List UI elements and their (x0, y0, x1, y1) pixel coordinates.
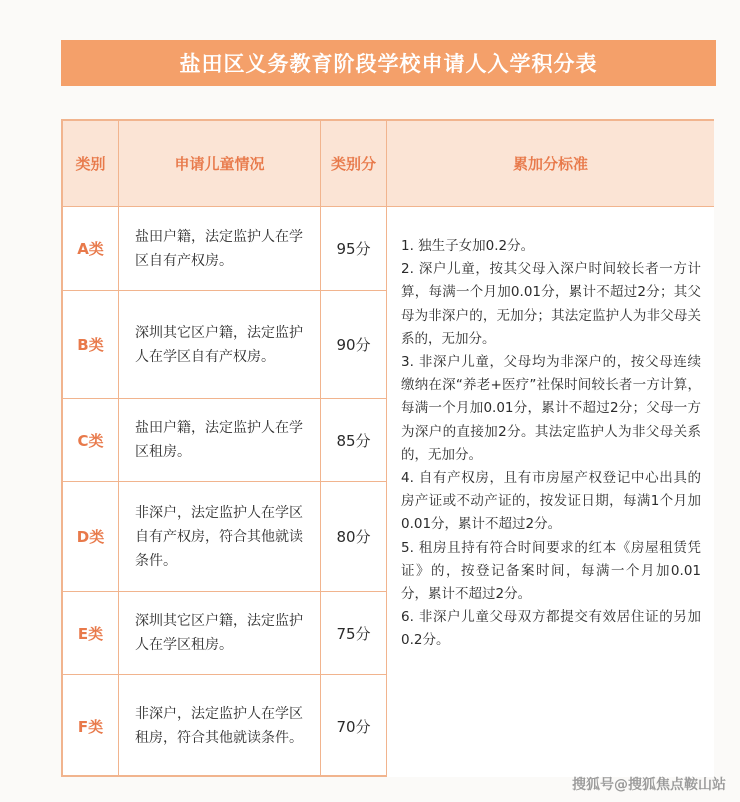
score-table (61, 119, 714, 777)
rule-item: 3. 非深户儿童，父母均为非深户的，按父母连续缴纳在深“养老+医疗”社保时间较长者一方计算，每满一个月加0.01分，累计不超过2分；父母一方为深户的直接加2分。其法定监护人为非父母关系的，无加分。 (401, 354, 701, 463)
header-category: 类别 (63, 121, 119, 207)
header-condition: 申请儿童情况 (119, 121, 321, 207)
row-c-condition: 盐田户籍，法定监护人在学区租房。 (119, 399, 321, 482)
header-score: 类别分 (321, 121, 387, 207)
row-a-score: 95分 (321, 207, 387, 291)
extra-points-rules (387, 207, 714, 777)
rules-list (401, 235, 701, 653)
watermark: 搜狐号@搜狐焦点鞍山站 (572, 777, 726, 793)
row-e-category: E类 (63, 592, 119, 675)
header-extra: 累加分标准 (387, 121, 714, 207)
row-d-score: 80分 (321, 482, 387, 592)
row-f-category: F类 (63, 675, 119, 777)
row-d-category: D类 (63, 482, 119, 592)
row-c-score: 85分 (321, 399, 387, 482)
rule-item: 4. 自有产权房，且有市房屋产权登记中心出具的房产证或不动产证的，按发证日期，每满1个月加0.01分，累计不超过2分。 (401, 470, 701, 533)
row-b-score: 90分 (321, 291, 387, 399)
row-b-category: B类 (63, 291, 119, 399)
rule-item: 5. 租房且持有符合时间要求的红本《房屋租赁凭证》的，按登记备案时间，每满一个月加0.01分，累计不超过2分。 (401, 539, 701, 603)
row-f-condition: 非深户，法定监护人在学区租房，符合其他就读条件。 (119, 675, 321, 777)
row-c-category: C类 (63, 399, 119, 482)
rule-item: 2. 深户儿童，按其父母入深户时间较长者一方计算，每满一个月加0.01分，累计不超过2分；其父母为非深户的，无加分；其法定监护人为非父母关系的，无加分。 (401, 261, 701, 347)
row-a-category: A类 (63, 207, 119, 291)
row-e-score: 75分 (321, 592, 387, 675)
row-e-condition: 深圳其它区户籍，法定监护人在学区租房。 (119, 592, 321, 675)
rule-item: 1. 独生子女加0.2分。 (401, 238, 535, 254)
row-b-condition: 深圳其它区户籍，法定监护人在学区自有产权房。 (119, 291, 321, 399)
row-f-score: 70分 (321, 675, 387, 777)
row-a-condition: 盐田户籍，法定监护人在学区自有产权房。 (119, 207, 321, 291)
page-title: 盐田区义务教育阶段学校申请人入学积分表 (61, 40, 716, 86)
rule-item: 6. 非深户儿童父母双方都提交有效居住证的另加0.2分。 (401, 609, 701, 649)
row-d-condition: 非深户，法定监护人在学区自有产权房，符合其他就读条件。 (119, 482, 321, 592)
